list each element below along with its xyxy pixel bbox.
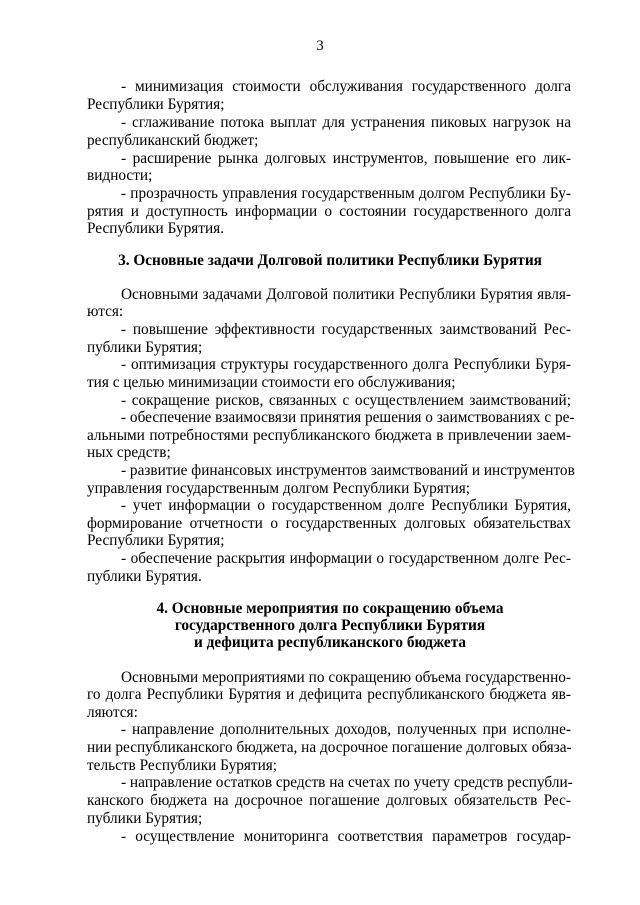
section-4-line: нии республиканского бюджета, на досрочное погашение долговых обяза- (87, 739, 572, 756)
goals-line: видности; (87, 167, 153, 184)
goals-line: Республики Бурятия; (87, 96, 225, 113)
section-3-line: - учет информации о государственном долге Республики Бурятия, (121, 497, 571, 514)
goals-line: рятия и доступность информации о состоянии государственного долга (87, 203, 571, 220)
section-3-line: Основными задачами Долговой политики Республики Бурятия явля- (121, 286, 571, 303)
section-3-line: формирование отчетности о государственных долговых обязательствах (87, 515, 571, 532)
section-3-line: публики Бурятия; (87, 339, 203, 356)
section-3-line: публики Бурятия. (87, 568, 202, 585)
section-4-line: - направление дополнительных доходов, полученных при исполне- (121, 721, 571, 738)
goals-line: Республики Бурятия. (87, 220, 225, 237)
goals-line: - минимизация стоимости обслуживания государственного долга (121, 78, 571, 95)
section-4-line: публики Бурятия; (87, 810, 203, 827)
page-number: 3 (316, 38, 324, 54)
section-4-line: Основными мероприятиями по сокращению объема государственно- (121, 669, 571, 686)
section-4-heading-line: государственного долга Республики Бурятия (174, 617, 486, 634)
section-3-line: ных средств; (87, 444, 171, 461)
section-3-line: - обеспечение взаимосвязи принятия решения о заимствованиях с ре- (121, 409, 575, 426)
section-4-heading-line: 4. Основные мероприятия по сокращению объема (156, 600, 504, 617)
section-4-line: го долга Республики Бурятия и дефицита республиканского бюджета яв- (87, 686, 571, 703)
section-3-line: - обеспечение раскрытия информации о государственном долге Рес- (121, 550, 571, 567)
section-3-line: - развитие финансовых инструментов заимствований и инструментов (121, 462, 575, 479)
section-4-line: тельств Республики Бурятия; (87, 757, 278, 774)
section-3-line: - сокращение рисков, связанных с осуществлением заимствований; (121, 392, 571, 409)
section-4-heading-line: и дефицита республиканского бюджета (193, 634, 467, 651)
goals-line: - сглаживание потока выплат для устранения пиковых нагрузок на (121, 114, 571, 131)
section-3-line: ются: (87, 303, 124, 320)
section-4-line: - осуществление мониторинга соответствия параметров государ- (121, 828, 571, 845)
section-3-line: - оптимизация структуры государственного долга Республики Буря- (121, 356, 571, 373)
section-3-line: - повышение эффективности государственных заимствований Рес- (121, 321, 571, 338)
goals-line: - расширение рынка долговых инструментов, повышение его лик- (121, 150, 571, 167)
goals-line: - прозрачность управления государственным долгом Республики Бу- (121, 185, 571, 202)
section-4-line: ляются: (87, 704, 138, 721)
section-4-line: канского бюджета на досрочное погашение долговых обязательств Рес- (87, 792, 571, 809)
section-3-line: Республики Бурятия; (87, 532, 225, 549)
section-3-line: альными потребностями республиканского бюджета в привлечении заем- (87, 427, 571, 444)
section-4-line: - направление остатков средств на счетах по учету средств республи- (121, 774, 573, 791)
section-3-heading: 3. Основные задачи Долговой политики Республики Бурятия (118, 252, 542, 269)
section-3-line: тия с целью минимизации стоимости его обслуживания; (87, 374, 456, 391)
goals-line: республиканский бюджет; (87, 132, 259, 149)
section-3-line: управления государственным долгом Республики Бурятия; (87, 480, 470, 497)
